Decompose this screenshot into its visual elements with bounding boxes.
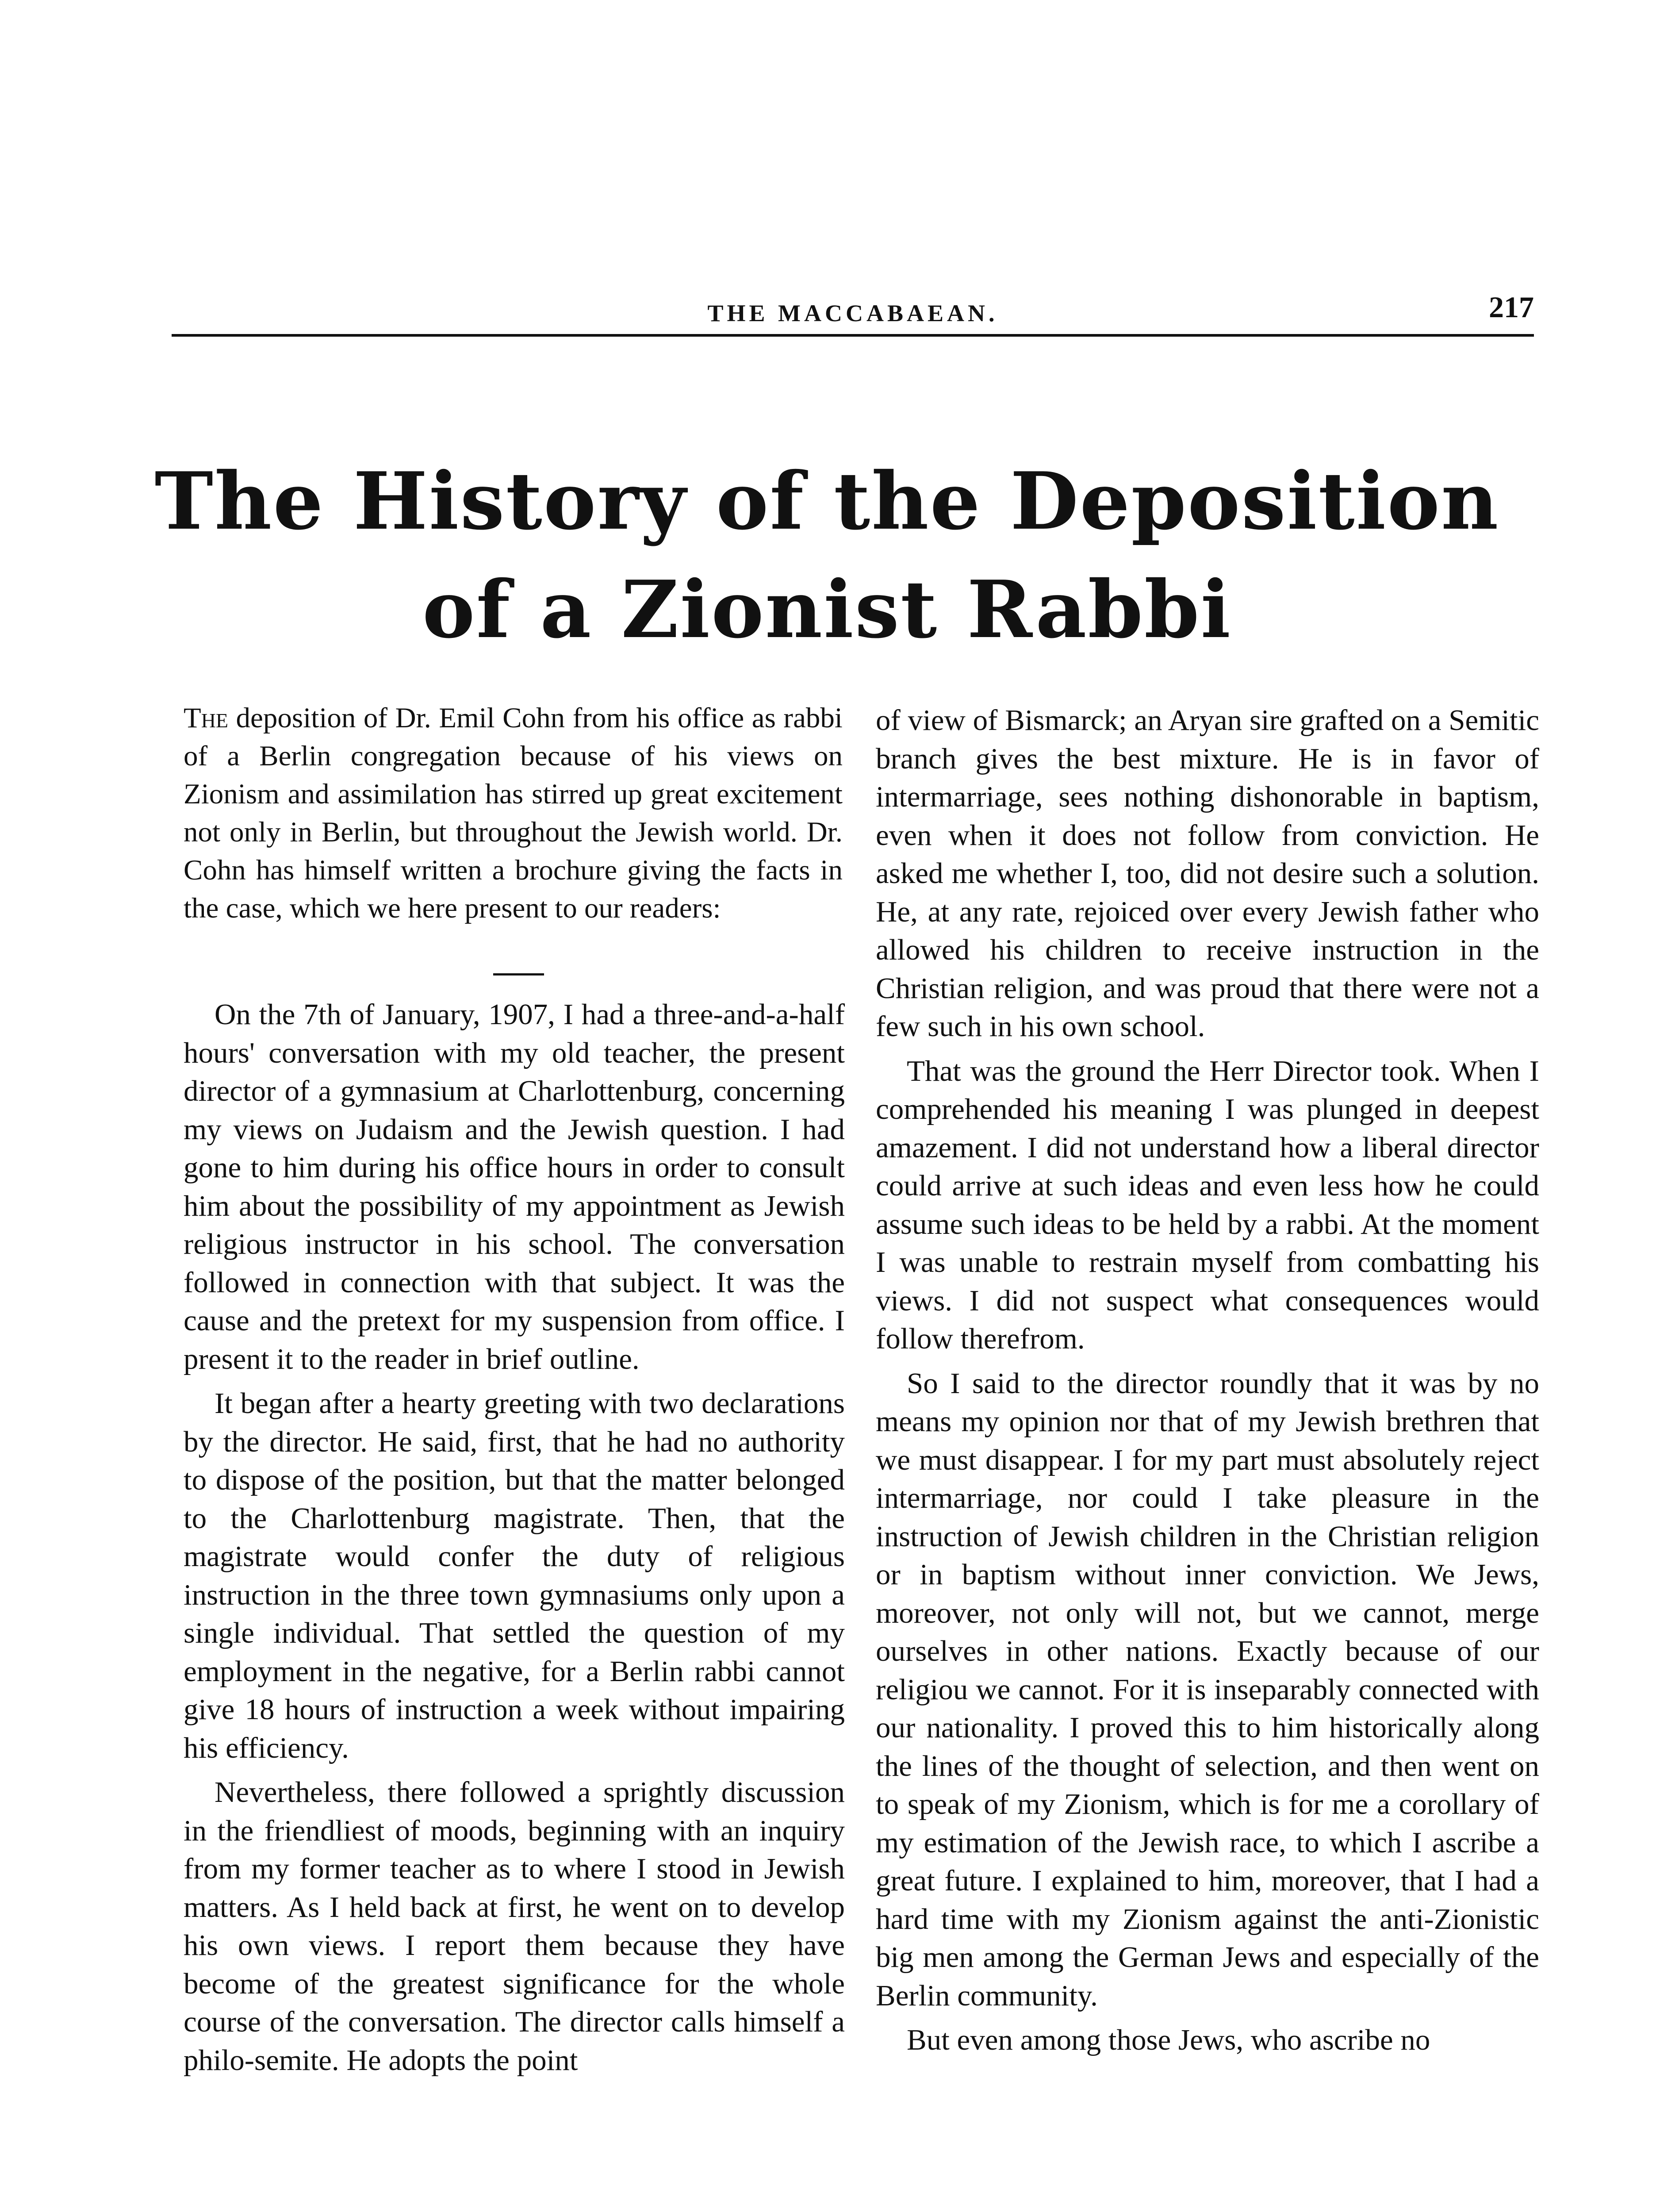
page-number: 217 <box>1489 290 1534 324</box>
intro-text: deposition of Dr. Emil Cohn from his office as rabbi of a Berlin congregation because of his views on Zionism and assimilation has stirred up great excitement not only in Berlin, but throughout the Jewish world. Dr. Cohn has himself written a brochure giving the facts in the case, which we here present to our readers: <box>184 702 843 924</box>
paragraph: But even among those Jews, who ascribe no <box>907 2024 1430 2056</box>
intro-first-word: The <box>184 702 229 734</box>
article-intro <box>184 699 843 927</box>
paragraph: On the 7th of January, 1907, I had a three-and-a-half hours' conversation with my old teacher, the present director of a gymnasium at Charlottenburg, concerning my views on Judaism and the Jewish question. I had gone to him during his office hours in order to consult him about the possibility of my appointment as Jewish religious instructor in his school. The conversation followed in connection with that subject. It was the cause and the pretext for my suspension from office. I present it to the reader in brief outline. <box>184 998 845 1375</box>
header-rule <box>172 334 1534 337</box>
paragraph: That was the ground the Herr Director took. When I comprehended his meaning I was plunged in deepest amazement. I did not understand how a liberal director could arrive at such ideas and even less how he could assume such ideas to be held by a rabbi. At the moment I was unable to restrain myself from combatting his views. I did not suspect what consequences would follow therefrom. <box>876 1054 1539 1355</box>
left-column <box>184 995 845 2085</box>
paragraph: Nevertheless, there followed a sprightly discussion in the friendliest of moods, beginning with an inquiry from my former teacher as to where I stood in Jewish matters. As I held back at first, he went on to develop his own views. I report them because they have become of the greatest significance for the whole course of the conversation. The director calls himself a philo-semite. He adopts the point <box>184 1776 845 2077</box>
paragraph: So I said to the director roundly that it was by no means my opinion nor that of my Jewish brethren that we must disappear. I for my part must absolutely reject intermarriage, nor could I take pleasure in the instruction of Jewish children in the Christian religion or in baptism without inner conviction. We Jews, moreover, not only will not, but we cannot, merge ourselves in other nations. Exactly because of our religiou we cannot. For it is inseparably connected with our nationality. I proved this to him historically along the lines of the thought of selection, and then went on to speak of my Zionism, which is for me a corollary of my estimation of the Jewish race, to which I ascribe a great future. I explained to him, moreover, that I had a hard time with my Zionism against the anti-Zionistic big men among the German Jews and especially of the Berlin community. <box>876 1367 1539 2012</box>
journal-name: THE MACCABAEAN. <box>707 300 998 326</box>
section-separator <box>493 973 544 975</box>
paragraph: It began after a hearty greeting with two declarations by the director. He said, first, that he had no authority to dispose of the position, but that the matter belonged to the Charlottenburg magistrate. Then, that the magistrate would confer the duty of religious instruction in the three town gymnasiums only upon a single individual. That settled the question of my employment in the negative, for a Berlin rabbi cannot give 18 hours of instruction a week without impairing his efficiency. <box>184 1387 845 1764</box>
right-column <box>876 701 1539 2066</box>
article-title: The History of the Deposition of a Zionist Rabbi <box>154 455 1500 656</box>
running-head <box>172 290 1534 338</box>
paragraph: of view of Bismarck; an Aryan sire grafted on a Semitic branch gives the best mixture. He is in favor of intermarriage, sees nothing dishonorable in baptism, even when it does not follow from conviction. He asked me whether I, too, did not desire such a solution. He, at any rate, rejoiced over every Jewish father who allowed his children to receive instruction in the Christian religion, and was proud that there were not a few such in his own school. <box>876 704 1539 1043</box>
